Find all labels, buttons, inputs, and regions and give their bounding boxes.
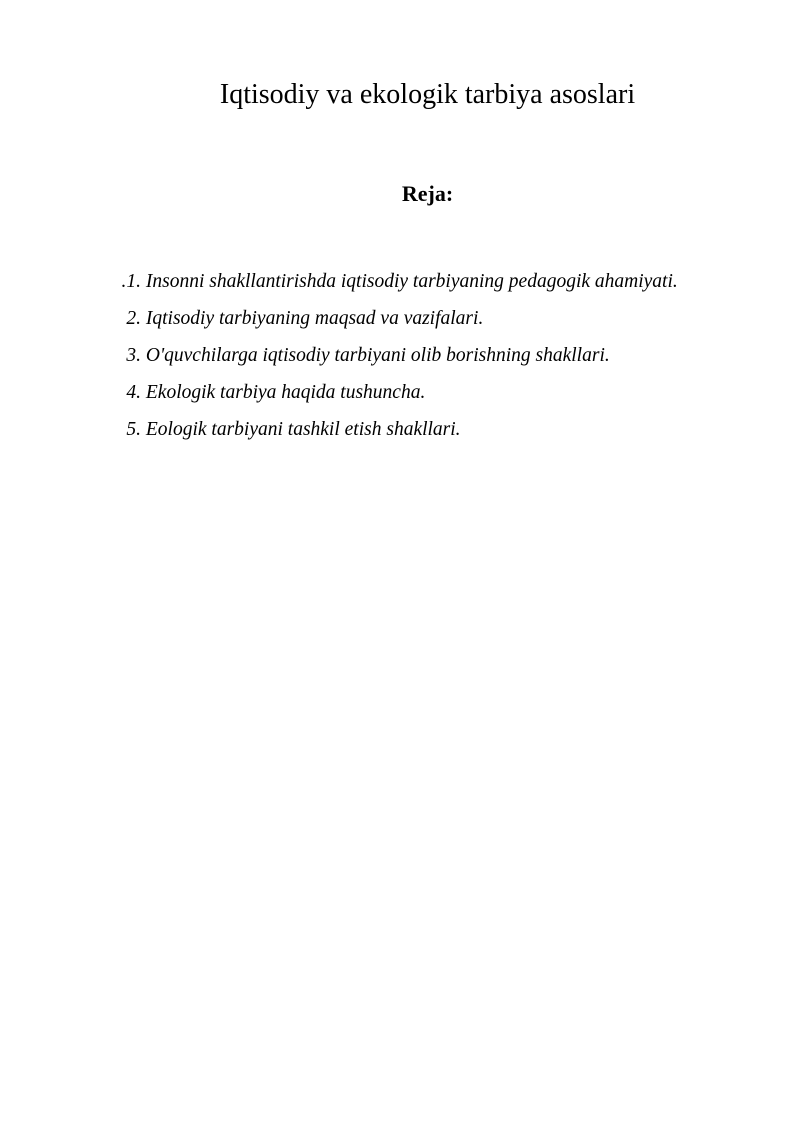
plan-item-text: Insonni shakllantirishda iqtisodiy tarbiyaning pedagogik ahamiyati. <box>145 271 678 292</box>
plan-item-text: O'quvchilarga iqtisodiy tarbiyani olib borishning shakllari. <box>145 345 610 366</box>
plan-item-text: Ekologik tarbiya haqida tushuncha. <box>145 382 426 403</box>
plan-item-number: 4. <box>126 382 141 403</box>
plan-item-number: 3. <box>126 345 141 366</box>
plan-item-3 <box>113 337 678 374</box>
plan-item-text: Eologik tarbiyani tashkil etish shakllari. <box>145 419 461 440</box>
plan-item-text: Iqtisodiy tarbiyaning maqsad va vazifalari. <box>145 308 484 329</box>
plan-item-4 <box>113 374 678 411</box>
plan-item-5 <box>113 411 678 448</box>
document-title: Iqtisodiy va ekologik tarbiya asoslari <box>219 79 636 110</box>
plan-item-number: 2. <box>126 308 141 329</box>
plan-item-2 <box>113 300 678 337</box>
plan-list <box>113 263 678 448</box>
plan-item-number: 5. <box>126 419 141 440</box>
plan-item-1 <box>113 263 678 300</box>
plan-item-number: .1. <box>121 271 141 292</box>
plan-heading: Reja: <box>401 181 454 206</box>
